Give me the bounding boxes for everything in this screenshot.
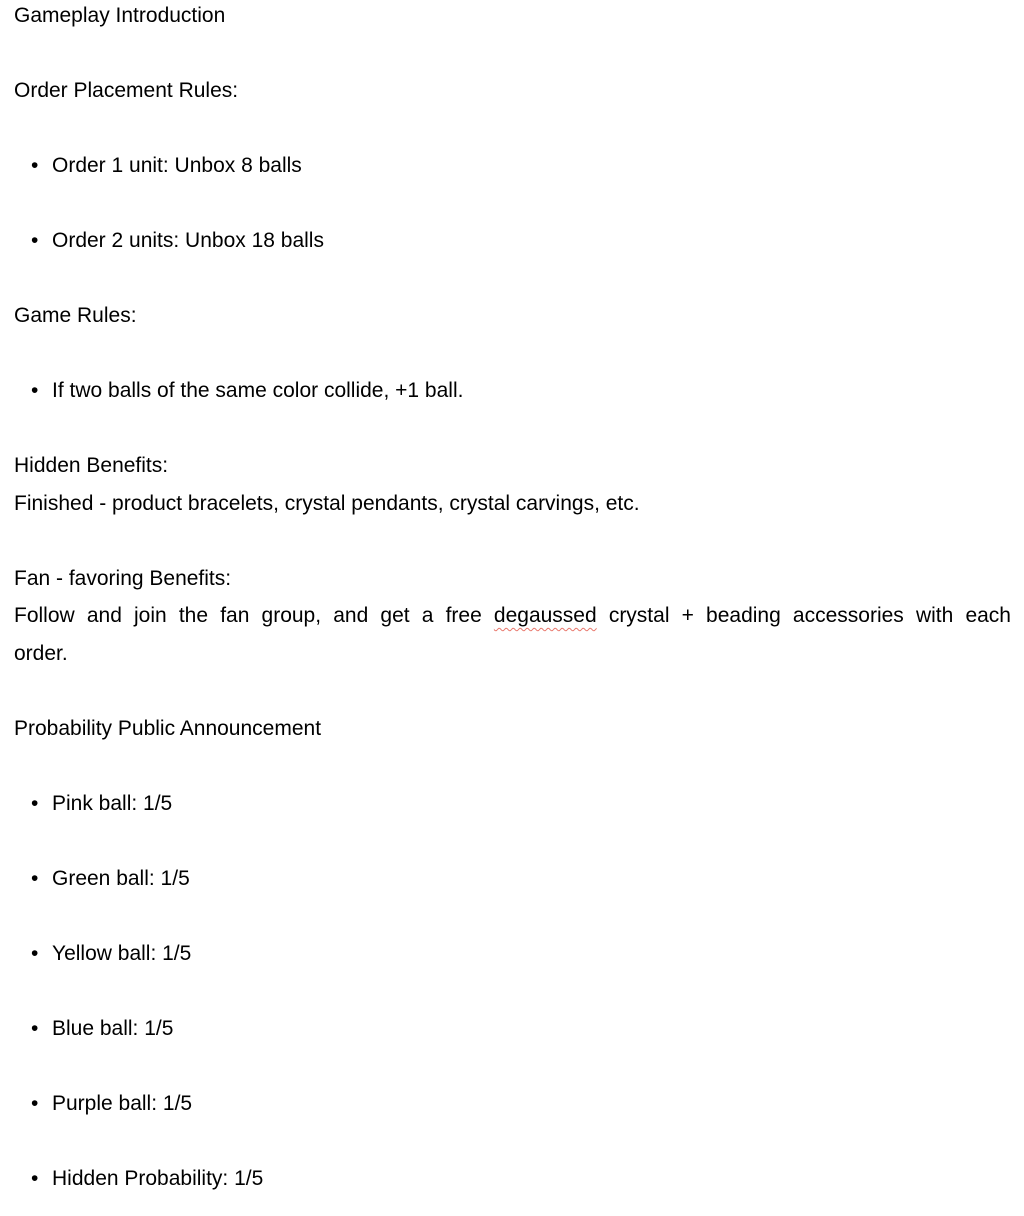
bullet-icon: • — [31, 791, 39, 815]
bullet-icon: • — [31, 1166, 39, 1190]
misspelled-word[interactable]: degaussed — [493, 604, 597, 627]
fan-benefits-body-line1 — [14, 597, 1011, 635]
bullet-icon: • — [31, 1091, 39, 1115]
bullet-icon: • — [31, 866, 39, 890]
game-rules-heading: Game Rules: — [14, 304, 137, 327]
bullet-icon: • — [31, 379, 39, 402]
fan-benefits-body-line2: order. — [14, 641, 68, 665]
list-item — [14, 1160, 1011, 1198]
bullet-icon: • — [31, 229, 39, 252]
bullet-icon: • — [31, 941, 39, 965]
list-item-text: If two balls of the same color collide, +1 ball. — [52, 379, 464, 402]
list-item-text: Order 2 units: Unbox 18 balls — [52, 229, 324, 252]
list-item — [14, 935, 1011, 973]
list-item-text: Green ball: 1/5 — [52, 866, 190, 890]
list-item-text: Pink ball: 1/5 — [52, 791, 173, 815]
list-item — [14, 785, 1011, 823]
list-item-text: Hidden Probability: 1/5 — [52, 1166, 264, 1190]
fan-benefits-text-before: Follow and join the fan group, and get a free — [14, 604, 494, 627]
list-item — [14, 1010, 1011, 1048]
list-item — [14, 222, 1011, 260]
list-item-text: Yellow ball: 1/5 — [52, 941, 192, 965]
list-item — [14, 860, 1011, 898]
hidden-benefits-paragraph — [14, 447, 1011, 522]
fan-benefits-heading: Fan - favoring Benefits: — [14, 566, 232, 590]
fan-benefits-paragraph — [14, 560, 1011, 673]
list-item — [14, 147, 1011, 185]
list-item-text: Blue ball: 1/5 — [52, 1016, 174, 1040]
list-item-text: Order 1 unit: Unbox 8 balls — [52, 154, 302, 177]
list-item — [14, 1085, 1011, 1123]
fan-benefits-text-after: crystal + beading accessories with each — [596, 604, 1011, 627]
doc-title: Gameplay Introduction — [14, 4, 226, 27]
hidden-benefits-heading: Hidden Benefits: — [14, 454, 169, 477]
probability-heading: Probability Public Announcement — [14, 716, 322, 740]
bullet-icon: • — [31, 1016, 39, 1040]
bullet-icon: • — [31, 154, 39, 177]
hidden-benefits-body: Finished - product bracelets, crystal pendants, crystal carvings, etc. — [14, 491, 640, 515]
list-item — [14, 372, 1011, 410]
order-rules-heading: Order Placement Rules: — [14, 79, 239, 102]
list-item-text: Purple ball: 1/5 — [52, 1091, 193, 1115]
